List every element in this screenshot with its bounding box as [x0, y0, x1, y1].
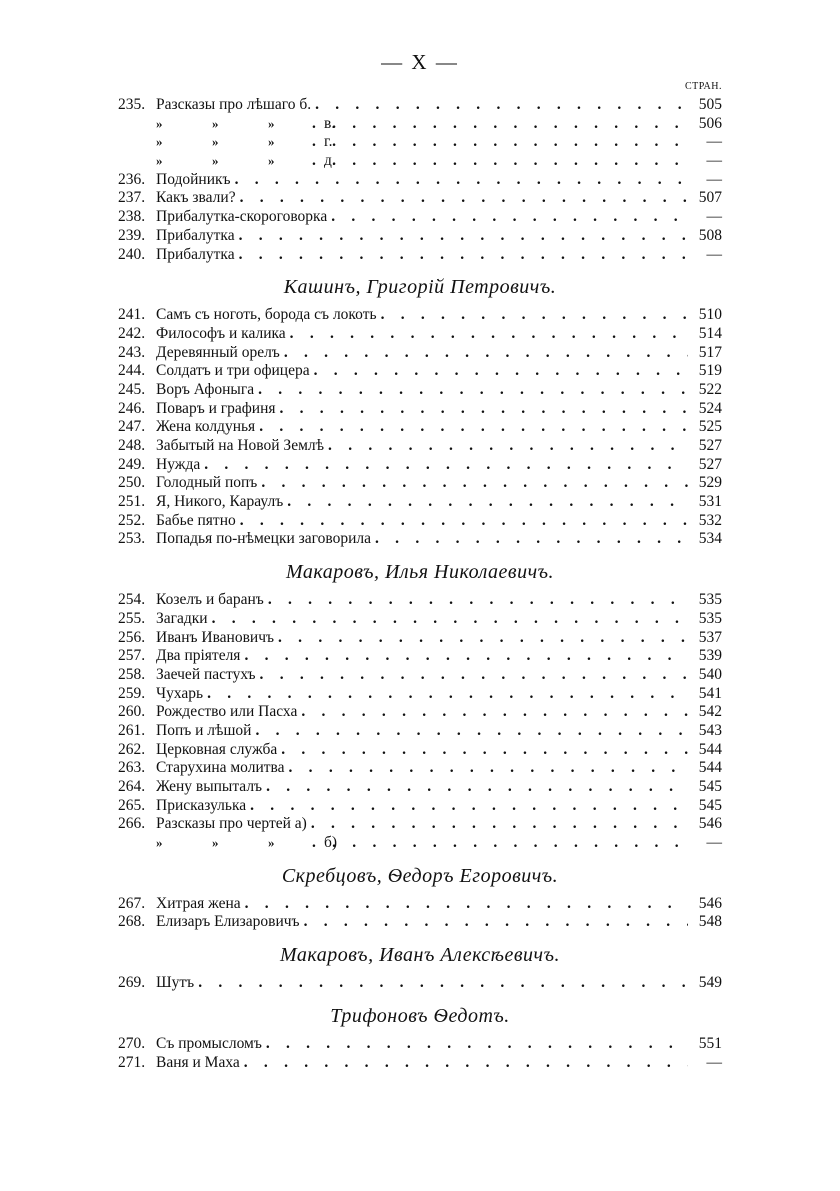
entry-title: Съ промысломъ: [156, 1034, 262, 1052]
entry-page: 543: [698, 721, 722, 739]
toc-entry: [118, 133, 722, 152]
dot-leader: [244, 647, 688, 666]
ditto-mark: »: [156, 115, 163, 131]
entry-title: Попадья по-нѣмецки заговорила: [156, 530, 372, 548]
entry-number: 261.: [118, 721, 146, 739]
page-number-header: — X —: [381, 50, 459, 74]
toc-entry: [118, 512, 722, 531]
entry-number: 265.: [118, 796, 146, 814]
entry-page: 527: [698, 437, 722, 454]
toc-entry: [118, 530, 722, 549]
entry-number: 236.: [118, 170, 146, 188]
toc-group-skrebtsov: [118, 895, 722, 932]
entry-title: Философъ и калика: [156, 324, 286, 342]
entry-number: 242.: [118, 324, 146, 342]
section-heading-makarov-ivan: Макаровъ, Иванъ Алексѣевичъ.: [280, 944, 560, 967]
toc-entry: [118, 381, 722, 400]
entry-title: Заечей пастухъ: [156, 665, 256, 683]
entry-page: 506: [698, 114, 722, 132]
ditto-marks: [118, 133, 333, 152]
entry-number: 266.: [118, 815, 146, 833]
entry-number: 241.: [118, 306, 146, 324]
entry-title: Какъ звали?: [156, 189, 236, 207]
entry-number: 270.: [118, 1034, 146, 1052]
entry-title: Два пріятеля: [156, 647, 241, 665]
toc-entry: [118, 974, 722, 993]
entry-page: 532: [698, 511, 722, 529]
entry-title: Прибалутка: [156, 226, 235, 244]
entry-page: 545: [698, 796, 722, 814]
entry-page: 541: [698, 684, 722, 702]
entry-title: Хитрая жена: [156, 894, 241, 912]
toc-group-trifonov: [118, 1035, 722, 1072]
page-column-label: СТРАН.: [684, 81, 722, 92]
entry-title: Жену выпыталъ: [156, 778, 263, 795]
entry-page: 535: [698, 609, 722, 627]
dot-leader: [235, 171, 688, 190]
dot-leader: [312, 834, 688, 853]
entry-number: 238.: [118, 208, 146, 226]
entry-number: 245.: [118, 380, 146, 398]
toc-entry: [118, 474, 722, 493]
dot-leader: [239, 246, 688, 265]
toc-entry: [118, 208, 722, 227]
section-heading-trifonov: Трифоновъ Ѳедотъ.: [330, 1004, 510, 1027]
entry-title: Солдатъ и три офицера: [156, 362, 310, 380]
entry-number: 255.: [118, 609, 146, 627]
entry-title: Козелъ и баранъ: [156, 591, 264, 609]
entry-page: 549: [698, 974, 722, 992]
toc-entry: [118, 227, 722, 246]
dot-leader: [331, 208, 688, 227]
entry-number: 258.: [118, 665, 146, 683]
dot-leader: [311, 815, 688, 834]
dot-leader: [255, 722, 688, 741]
entry-sub-letter: г.: [324, 133, 333, 151]
toc-entry: [118, 759, 722, 778]
entry-page: 508: [698, 226, 722, 244]
dot-leader: [278, 629, 688, 648]
entry-title: Бабье пятно: [156, 511, 236, 529]
entry-sub-letter: д.: [324, 152, 336, 170]
entry-page: 535: [698, 591, 722, 609]
ditto-mark: »: [268, 835, 275, 851]
dot-leader: [312, 133, 688, 152]
entry-page: 539: [698, 647, 722, 665]
entry-number: 244.: [118, 362, 146, 380]
toc-entry: [118, 666, 722, 685]
toc-entry: [118, 895, 722, 914]
ditto-mark: »: [268, 153, 275, 169]
dot-leader: [287, 493, 688, 512]
toc-entry: [118, 629, 722, 648]
entry-number: 263.: [118, 759, 146, 777]
toc-entry: [118, 493, 722, 512]
toc-group-makarov-ilya: [118, 591, 722, 853]
toc-group-makarov-ivan: [118, 974, 722, 993]
entry-number: 260.: [118, 703, 146, 721]
entry-sub-letter: в.: [324, 114, 336, 132]
toc-entry: [118, 1035, 722, 1054]
toc-entry: [118, 400, 722, 419]
toc-entry: [118, 703, 722, 722]
toc-entry: [118, 834, 722, 853]
entry-title: Чухарь: [156, 684, 204, 702]
entry-page: 527: [698, 455, 722, 473]
ditto-marks: [118, 152, 336, 171]
toc-entry: [118, 362, 722, 381]
dot-leader: [312, 152, 688, 171]
section-heading-makarov-ilya: Макаровъ, Илья Николаевичъ.: [285, 561, 555, 584]
entry-title: Церковная служба: [156, 740, 278, 758]
entry-page: 522: [698, 380, 722, 398]
entry-page: 542: [698, 703, 722, 721]
dot-leader: [240, 189, 688, 208]
dot-leader: [375, 530, 688, 549]
toc-entry: [118, 325, 722, 344]
entry-title: Шутъ: [156, 974, 195, 992]
dot-leader: [207, 685, 688, 704]
entry-page: —: [706, 245, 722, 263]
entry-number: 239.: [118, 226, 146, 244]
toc-entry: [118, 647, 722, 666]
dot-leader: [244, 1054, 688, 1073]
entry-number: 271.: [118, 1053, 146, 1071]
entry-title: Деревянный орелъ: [156, 343, 280, 361]
ditto-mark: »: [212, 134, 219, 150]
toc-entry: [118, 778, 722, 797]
entry-title: Прибалутка-скороговорка: [156, 208, 328, 226]
table-of-contents: [118, 96, 722, 1072]
ditto-mark: »: [268, 134, 275, 150]
toc-entry: [118, 96, 722, 115]
dot-leader: [289, 759, 688, 778]
entry-number: 246.: [118, 399, 146, 417]
ditto-mark: »: [156, 134, 163, 150]
entry-title: Забытый на Новой Землѣ: [156, 437, 325, 454]
entry-number: 269.: [118, 974, 146, 992]
dot-leader: [280, 400, 689, 419]
dot-leader: [304, 913, 688, 932]
toc-entry: [118, 344, 722, 363]
toc-entry: [118, 152, 722, 171]
entry-title: Я, Никого, Караулъ: [156, 493, 284, 511]
entry-number: 254.: [118, 591, 146, 609]
entry-number: 257.: [118, 647, 146, 665]
toc-entry: [118, 741, 722, 760]
toc-entry: [118, 913, 722, 932]
entry-page: 544: [698, 740, 722, 758]
toc-entry: [118, 1054, 722, 1073]
entry-page: 507: [698, 189, 722, 207]
ditto-mark: »: [156, 835, 163, 851]
entry-title: Жена колдунья: [156, 418, 256, 436]
entry-title: Загадки: [156, 609, 208, 627]
toc-entry: [118, 456, 722, 475]
entry-page: 510: [698, 306, 722, 324]
toc-entry: [118, 815, 722, 834]
entry-number: 268.: [118, 913, 146, 931]
dot-leader: [312, 115, 688, 134]
entry-page: 519: [698, 362, 722, 380]
dot-leader: [204, 456, 688, 475]
dot-leader: [314, 362, 688, 381]
dot-leader: [240, 512, 688, 531]
entry-title: Разсказы про чертей а): [156, 815, 307, 833]
toc-entry: [118, 418, 722, 437]
dot-leader: [301, 703, 688, 722]
ditto-mark: »: [212, 835, 219, 851]
dot-leader: [212, 610, 688, 629]
entry-number: 250.: [118, 474, 146, 492]
entry-title: Подойникъ: [156, 170, 231, 188]
entry-number: 235.: [118, 96, 146, 113]
ditto-mark: »: [212, 115, 219, 131]
ditto-mark: »: [156, 153, 163, 169]
ditto-marks: [118, 114, 336, 134]
entry-title: Попъ и лѣшой: [156, 721, 252, 739]
entry-page: —: [706, 834, 722, 852]
toc-entry: [118, 189, 722, 208]
toc-entry: [118, 610, 722, 629]
entry-number: 251.: [118, 493, 146, 511]
entry-page: 545: [698, 778, 722, 795]
section-heading-skrebtsov: Скребцовъ, Ѳедоръ Егоровичъ.: [281, 864, 559, 887]
entry-number: 253.: [118, 530, 146, 548]
dot-leader: [261, 474, 688, 493]
dot-leader: [266, 1035, 688, 1054]
dot-leader: [284, 344, 688, 363]
entry-page: 524: [698, 399, 722, 417]
entry-number: 240.: [118, 245, 146, 263]
entry-sub-letter: б): [324, 834, 338, 852]
entry-page: 531: [698, 493, 722, 511]
toc-entry: [118, 685, 722, 704]
entry-page: 514: [698, 324, 722, 342]
entry-number: 256.: [118, 628, 146, 646]
entry-page: 544: [698, 759, 722, 777]
toc-entry: [118, 306, 722, 325]
entry-number: 249.: [118, 455, 146, 473]
dot-leader: [198, 974, 688, 993]
entry-page: 548: [698, 913, 722, 931]
dot-leader: [239, 227, 688, 246]
dot-leader: [268, 591, 688, 610]
dot-leader: [328, 437, 688, 456]
entry-number: 247.: [118, 418, 146, 436]
entry-page: 525: [698, 418, 722, 436]
toc-entry: [118, 171, 722, 190]
ditto-mark: »: [268, 115, 275, 131]
entry-number: 264.: [118, 778, 146, 795]
dot-leader: [266, 778, 688, 797]
entry-number: 267.: [118, 894, 146, 912]
entry-title: Иванъ Ивановичъ: [156, 628, 275, 646]
entry-title: Нужда: [156, 455, 201, 473]
dot-leader: [250, 797, 688, 816]
entry-title: Елизаръ Елизаровичъ: [156, 913, 300, 931]
entry-title: Присказулька: [156, 796, 247, 814]
toc-group-kashin: [118, 306, 722, 549]
entry-page: —: [706, 170, 722, 188]
entry-page: —: [706, 133, 722, 151]
dot-leader: [259, 418, 688, 437]
entry-page: 546: [698, 894, 722, 912]
entry-number: 259.: [118, 684, 146, 702]
toc-entry: [118, 797, 722, 816]
entry-number: 243.: [118, 343, 146, 361]
entry-page: 529: [698, 474, 722, 492]
entry-page: 534: [698, 530, 722, 548]
toc-entry: [118, 722, 722, 741]
entry-page: 505: [698, 96, 722, 113]
entry-title: Воръ Афоныга: [156, 380, 255, 398]
entry-page: —: [706, 1053, 722, 1071]
entry-page: —: [706, 152, 722, 170]
ditto-mark: »: [212, 153, 219, 169]
entry-page: 537: [698, 628, 722, 646]
ditto-marks: [118, 834, 338, 853]
toc-entry: [118, 115, 722, 134]
entry-page: 517: [698, 343, 722, 361]
entry-number: 237.: [118, 189, 146, 207]
dot-leader: [381, 306, 688, 325]
entry-title: Прибалутка: [156, 245, 235, 263]
toc-entry: [118, 591, 722, 610]
entry-page: 546: [698, 815, 722, 833]
entry-title: Самъ съ ноготь, борода съ локоть: [156, 306, 377, 324]
dot-leader: [245, 895, 688, 914]
entry-page: 540: [698, 665, 722, 683]
entry-page: 551: [698, 1034, 722, 1052]
entry-title: Ваня и Маха: [156, 1053, 240, 1071]
entry-number: 262.: [118, 740, 146, 758]
dot-leader: [290, 325, 688, 344]
toc-group-1: [118, 96, 722, 264]
entry-title: Разсказы про лѣшаго б.: [156, 96, 312, 113]
entry-title: Поваръ и графиня: [156, 399, 276, 417]
entry-number: 248.: [118, 437, 146, 454]
dot-leader: [260, 666, 688, 685]
entry-title: Старухина молитва: [156, 759, 285, 777]
entry-number: 252.: [118, 511, 146, 529]
entry-title: Рождество или Пасха: [156, 703, 298, 721]
dot-leader: [258, 381, 688, 400]
toc-entry: [118, 437, 722, 456]
toc-entry: [118, 246, 722, 265]
dot-leader: [315, 96, 688, 115]
section-heading-kashin: Кашинъ, Григорій Петровичъ.: [283, 276, 557, 299]
entry-title: Голодный попъ: [156, 474, 258, 492]
dot-leader: [281, 741, 688, 760]
entry-page: —: [706, 208, 722, 226]
